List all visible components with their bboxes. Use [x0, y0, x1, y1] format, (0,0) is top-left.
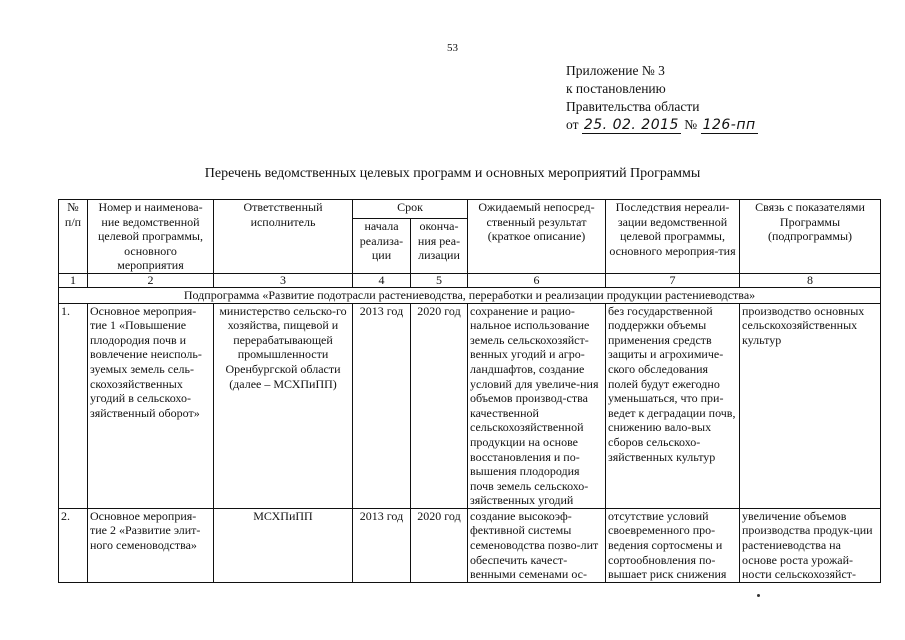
appendix-date-line	[566, 116, 758, 134]
subprogram-row	[59, 287, 881, 303]
column-number: 7	[606, 273, 740, 287]
header-executor: Ответственный исполнитель	[214, 200, 353, 274]
row-consequence: без государственной поддержки объемы применения средств защиты и агрохимиче-ского обследования полей будут ежегодно уменьшаться, что при-ведет к деградации почв, снижению вало-вых сборов сельскохо-зяйственных культур	[606, 303, 740, 508]
row-name: Основное мероприя-тие 2 «Развитие элит-ного семеноводства»	[88, 508, 214, 582]
column-number: 2	[88, 273, 214, 287]
header-link: Связь с показателями Программы (подпрограммы)	[740, 200, 881, 274]
row-result: сохранение и рацио-нальное использование земель сельскохозяйст-венных угодий и агро-ландшафтов, создание условий для увеличе-ния объемов производ-ства качественной сельскохозяйственной продукции на основе восстановления и по-вышения плодородия почв земель сельскохо-зяйственных угодий	[468, 303, 606, 508]
column-number: 4	[353, 273, 411, 287]
subprogram-title: Подпрограмма «Развитие подотрасли растениеводства, переработки и реализации продукции растениеводства»	[59, 287, 881, 303]
row-link: производство основных сельскохозяйственных культур	[740, 303, 881, 508]
row-number: 2.	[59, 508, 88, 582]
header-num: № п/п	[59, 200, 88, 274]
row-name: Основное мероприя-тие 1 «Повышение плодородия почв и вовлечение неисполь-зуемых земель сель-скохозяйственных угодий в сельскохо-зяйственный оборот»	[88, 303, 214, 508]
header-result: Ожидаемый непосред-ственный результат (краткое описание)	[468, 200, 606, 274]
appendix-line-1: Приложение № 3	[566, 63, 665, 78]
row-start: 2013 год	[353, 303, 411, 508]
header-consequence: Последствия нереали-зации ведомственной целевой программы, основного мероприя-тия	[606, 200, 740, 274]
column-number: 1	[59, 273, 88, 287]
column-number: 8	[740, 273, 881, 287]
handwritten-number: 126-пп	[702, 117, 756, 133]
from-label: от	[566, 117, 579, 132]
table-row	[59, 508, 881, 582]
row-executor: министерство сельско-го хозяйства, пищевой и перерабатывающей промышленности Оренбургской области (далее – МСХПиПП)	[214, 303, 353, 508]
row-consequence: отсутствие условий своевременного про-ведения сортосмены и сортообновления по-вышает риск снижения	[606, 508, 740, 582]
document-title: Перечень ведомственных целевых программ и основных мероприятий Программы	[204, 166, 701, 181]
header-row-1	[59, 200, 881, 219]
row-end: 2020 год	[411, 508, 468, 582]
page-number: 53	[447, 42, 458, 54]
row-executor: МСХПиПП	[214, 508, 353, 582]
row-start: 2013 год	[353, 508, 411, 582]
column-number: 6	[468, 273, 606, 287]
handwritten-date: 25. 02. 2015	[583, 117, 679, 133]
appendix-line-3: Правительства области	[566, 99, 700, 114]
header-start: начала реализа-ции	[353, 219, 411, 274]
number-label: №	[684, 117, 698, 132]
column-number-row	[59, 273, 881, 287]
row-result: создание высокоэф-фективной системы семеноводства позво-лит обеспечить качест-венными семенами ос-	[468, 508, 606, 582]
table-row	[59, 303, 881, 508]
header-name: Номер и наименова-ние ведомственной целевой программы, основного мероприятия	[88, 200, 214, 274]
row-link: увеличение объемов производства продук-ции растениеводства на основе роста урожай-ности сельскохозяйст-	[740, 508, 881, 582]
row-number: 1.	[59, 303, 88, 508]
appendix-block	[566, 62, 758, 134]
header-term: Срок	[353, 200, 468, 219]
header-end: оконча-ния реа-лизации	[411, 219, 468, 274]
column-number: 5	[411, 273, 468, 287]
column-number: 3	[214, 273, 353, 287]
row-end: 2020 год	[411, 303, 468, 508]
scan-dot	[757, 594, 760, 597]
appendix-line-2: к постановлению	[566, 81, 666, 96]
programs-table	[58, 199, 881, 583]
